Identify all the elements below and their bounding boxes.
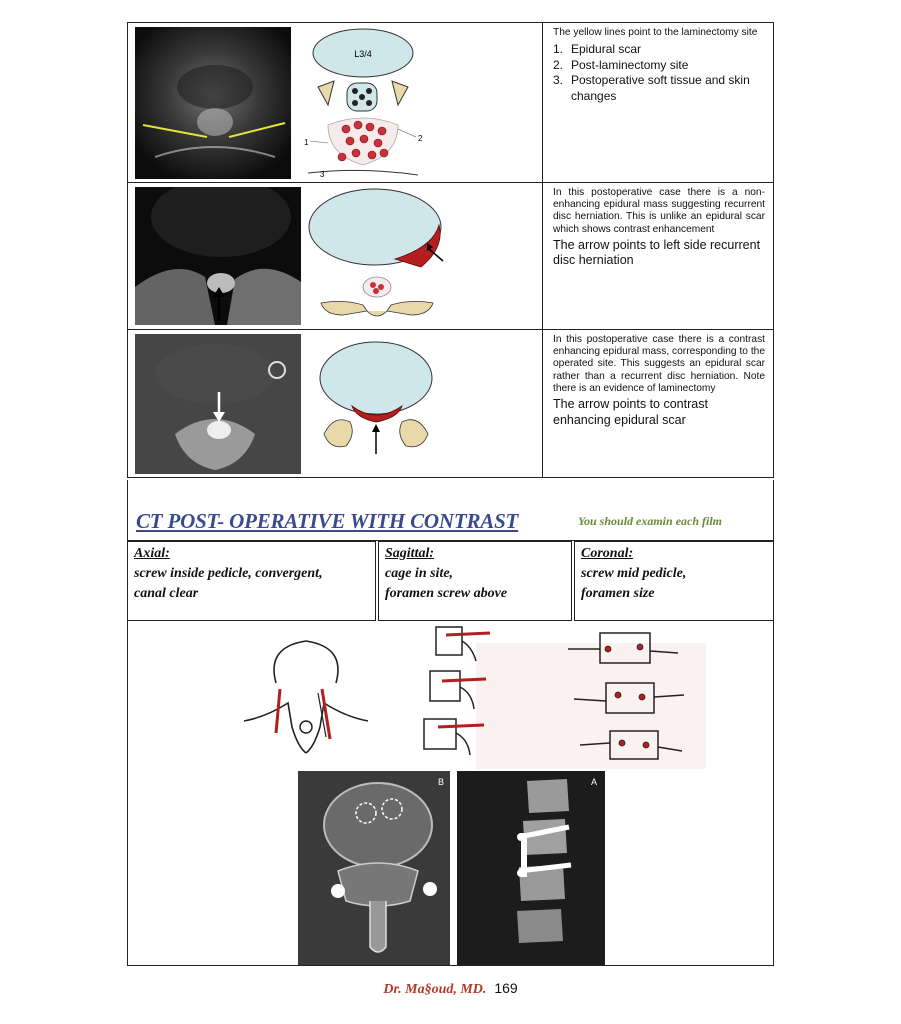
- page-footer: [0, 980, 901, 998]
- mri-recurrent-herniation-image: [135, 187, 301, 325]
- coronal-column: [574, 541, 774, 621]
- ct-diagrams-panel: [127, 621, 774, 966]
- coronal-screw-sketch: [566, 627, 714, 771]
- label-2: 2: [418, 134, 423, 143]
- image-label: B: [438, 777, 445, 787]
- axial-ct-image: [298, 771, 450, 965]
- list-item: 1. Epidural scar: [553, 42, 642, 57]
- column-heading: Coronal:: [581, 546, 634, 561]
- arrow-caption: The arrow points to contrast enhancing epidural scar: [553, 397, 708, 427]
- list-item: 3. Postoperative soft tissue and skin changes: [553, 73, 750, 103]
- column-line: screw mid pedicle,: [581, 566, 687, 581]
- sagittal-column: [378, 541, 572, 621]
- label-1: 1: [304, 138, 309, 147]
- column-heading: Sagittal:: [385, 546, 435, 561]
- laminectomy-schematic: [298, 25, 538, 181]
- section-title: CT POST- OPERATIVE WITH CONTRAST: [136, 509, 519, 533]
- image-cell: [128, 330, 543, 478]
- findings-list: [553, 42, 765, 104]
- column-line: screw inside pedicle, convergent,: [134, 566, 323, 581]
- table-row: [128, 23, 773, 183]
- column-line: foramen screw above: [385, 586, 508, 601]
- list-item: 2. Post-laminectomy site: [553, 57, 689, 72]
- column-line: cage in site,: [385, 566, 454, 581]
- column-line: canal clear: [134, 586, 199, 601]
- axial-column: [127, 541, 376, 621]
- recurrent-herniation-schematic: [303, 187, 543, 325]
- explanation-text: In this postoperative case there is a non-enhancing epidural mass suggesting recurrent disc herniation. This is unlike an epidural scar which shows contrast enhancement: [553, 187, 765, 235]
- arrow-caption: The arrow points to left side recurrent disc herniation: [553, 237, 761, 268]
- explanation-text: In this postoperative case there is a contrast enhancing epidural mass, corresponding to the operated site. This suggests an epidural scar rather than a recurrent disc herniation. Note there is an evidence of laminectomy: [553, 334, 765, 394]
- column-heading: Axial:: [134, 546, 170, 561]
- section-note: You should examin each film: [578, 514, 723, 528]
- level-label: L3/4: [354, 49, 372, 59]
- axial-screw-sketch: [236, 637, 386, 755]
- mri-epidural-scar-image: [135, 334, 301, 474]
- image-cell: [128, 23, 543, 182]
- table-row: [128, 183, 773, 330]
- column-line: foramen size: [581, 586, 655, 601]
- explanation-cell: [543, 330, 773, 478]
- author-name: Dr. Ma§oud, MD.: [383, 982, 487, 997]
- ct-section-header: [127, 480, 774, 541]
- page-number: 169: [494, 980, 518, 996]
- image-label: A: [591, 777, 598, 787]
- sagittal-ct-image: [457, 771, 605, 965]
- ct-views-table: [127, 541, 774, 621]
- explanation-cell: [543, 183, 773, 329]
- mri-findings-table: [127, 22, 774, 478]
- table-row: [128, 330, 773, 478]
- epidural-scar-schematic: [306, 334, 542, 474]
- explanation-cell: [543, 23, 773, 182]
- intro-text: The yellow lines point to the laminectomy site: [553, 27, 758, 38]
- label-3: 3: [320, 170, 325, 179]
- mri-axial-laminectomy-image: [135, 27, 291, 179]
- image-cell: [128, 183, 543, 329]
